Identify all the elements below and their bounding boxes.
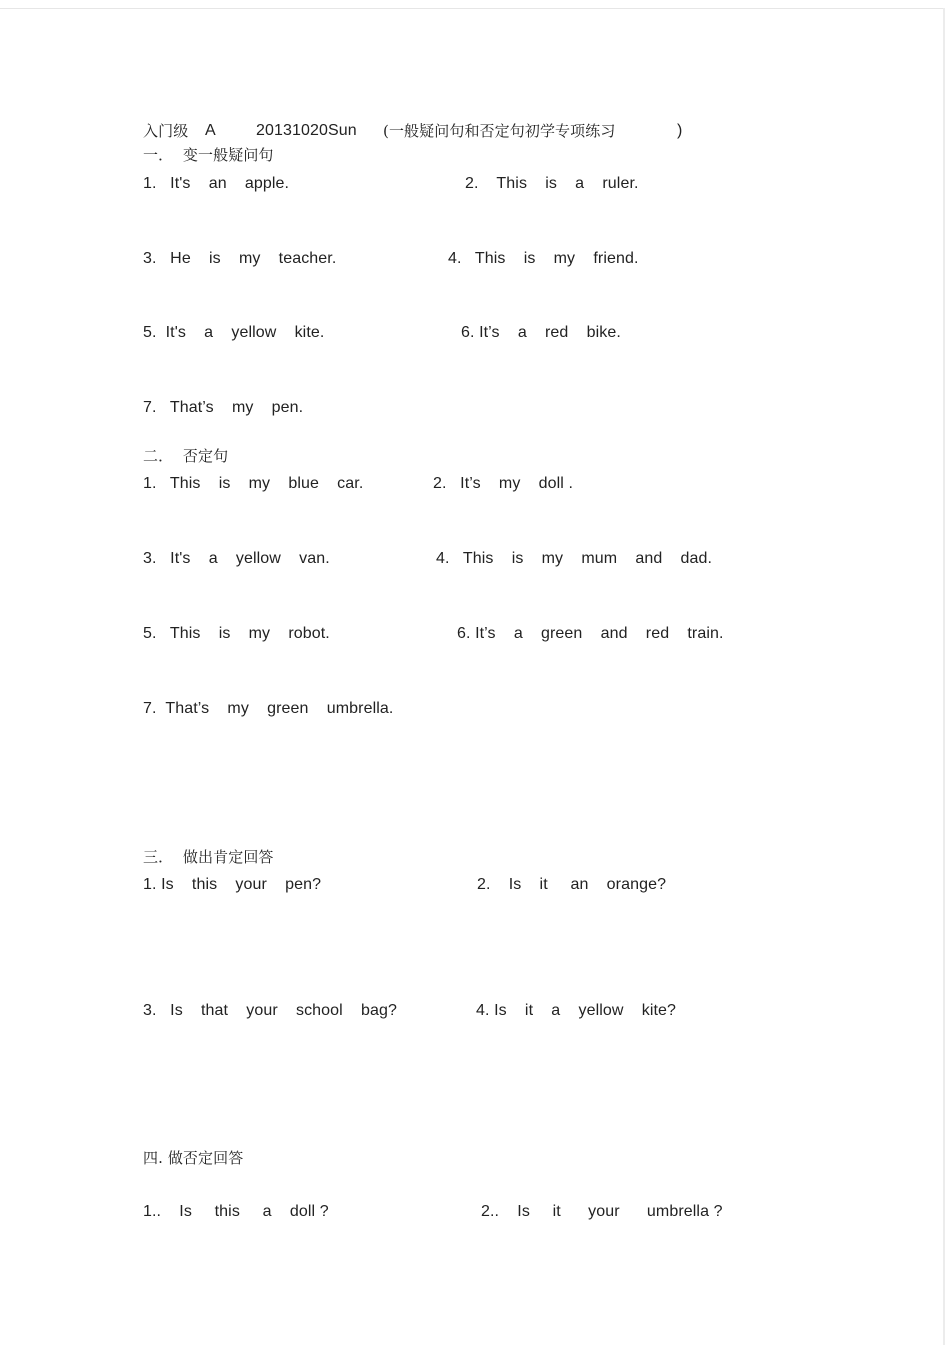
exercise-item: 1. It's an apple. — [143, 175, 290, 192]
header-level: 入门级 — [143, 122, 189, 140]
header-date: 20131020Sun — [256, 122, 357, 139]
exercise-item: 5. It's a yellow kite. — [143, 324, 325, 341]
exercise-item: 1. Is this your pen? — [143, 876, 322, 893]
header-topic: (一般疑问句和否定句初学专项练习 — [383, 122, 616, 140]
section-heading: 二． 否定句 — [143, 447, 229, 465]
section-heading: 三． 做出肯定回答 — [143, 848, 274, 866]
exercise-item: 6. It’s a red bike. — [461, 324, 621, 341]
page-top-edge — [0, 8, 944, 9]
exercise-item: 4. Is it a yellow kite? — [476, 1002, 677, 1019]
exercise-item: 2.. Is it your umbrella ? — [481, 1203, 723, 1220]
exercise-item: 4. This is my friend. — [448, 250, 639, 267]
header-class: A — [205, 122, 216, 139]
exercise-item: 3. Is that your school bag? — [143, 1002, 398, 1019]
section-heading: 四. 做否定回答 — [143, 1149, 244, 1167]
exercise-item: 5. This is my robot. — [143, 625, 330, 642]
header-close-paren: ) — [677, 122, 683, 139]
exercise-item: 3. It's a yellow van. — [143, 550, 330, 567]
exercise-item: 6. It’s a green and red train. — [457, 625, 724, 642]
exercise-item: 2. It’s my doll . — [433, 475, 574, 492]
page-right-edge — [943, 8, 945, 1345]
section-heading: 一． 变一般疑问句 — [143, 146, 274, 164]
exercise-item: 7. That’s my pen. — [143, 399, 304, 416]
exercise-item: 4. This is my mum and dad. — [436, 550, 713, 567]
exercise-item: 1. This is my blue car. — [143, 475, 364, 492]
exercise-item: 2. This is a ruler. — [465, 175, 639, 192]
exercise-item: 1.. Is this a doll ? — [143, 1203, 329, 1220]
exercise-item: 7. That’s my green umbrella. — [143, 700, 394, 717]
exercise-item: 2. Is it an orange? — [477, 876, 667, 893]
exercise-item: 3. He is my teacher. — [143, 250, 337, 267]
